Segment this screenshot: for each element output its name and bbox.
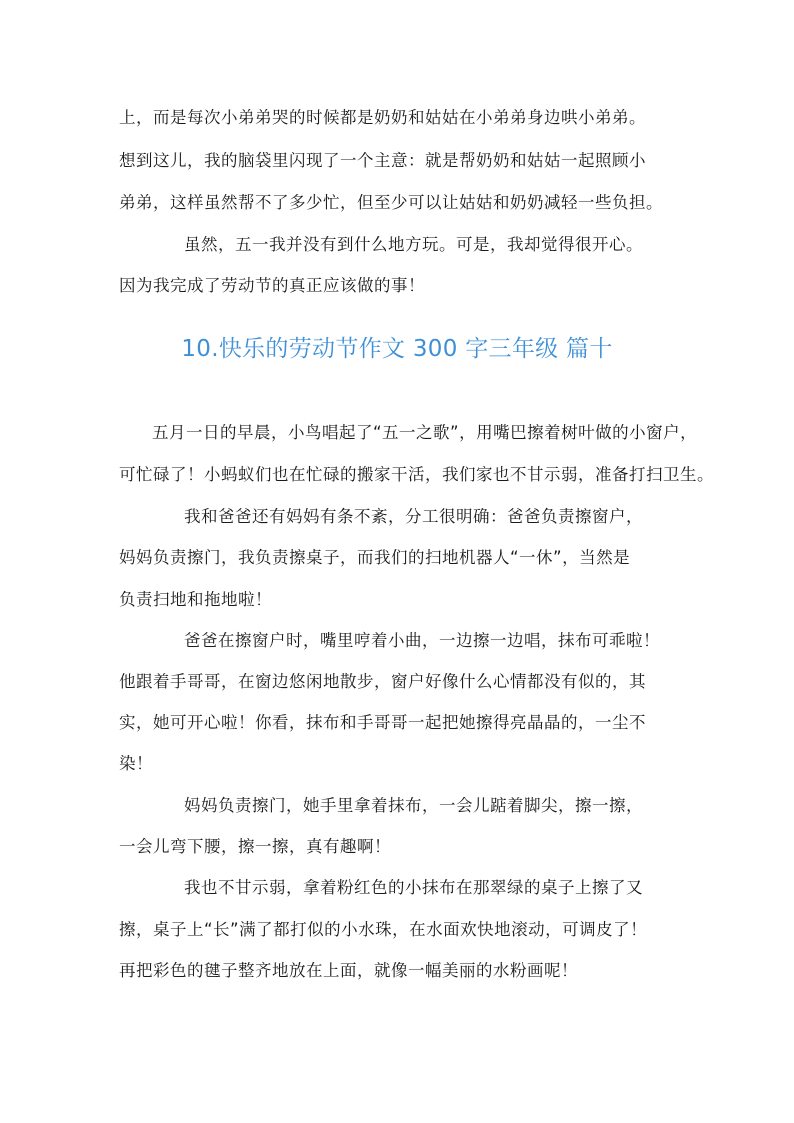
paragraph-line: 爸爸在擦窗户时，嘴里哼着小曲，一边擦一边唱，抹布可乖啦！ [184, 631, 660, 650]
paragraph-line: 可忙碌了！小蚂蚁们也在忙碌的搬家干活，我们家也不甘示弱，准备打扫卫生。 [119, 465, 714, 484]
paragraph-line: 虽然，五一我并没有到什么地方玩。可是，我却觉得很开心。 [184, 235, 643, 254]
paragraph-line: 实，她可开心啦！你看，抹布和手哥哥一起把她擦得亮晶晶的，一尘不 [119, 713, 646, 732]
paragraph-line: 染！ [119, 754, 153, 773]
paragraph-line: 上，而是每次小弟弟哭的时候都是奶奶和姑姑在小弟弟身边哄小弟弟。 [119, 108, 646, 127]
paragraph-line: 负责扫地和拖地啦！ [119, 590, 272, 609]
paragraph-line: 五月一日的早晨，小鸟唱起了“五一之歌”，用嘴巴擦着树叶做的小窗户， [152, 423, 698, 442]
paragraph-line: 我和爸爸还有妈妈有条不紊，分工很明确：爸爸负责擦窗户， [184, 507, 643, 526]
paragraph-line: 想到这儿，我的脑袋里闪现了一个主意：就是帮奶奶和姑姑一起照顾小 [119, 151, 646, 170]
section-heading: 10.快乐的劳动节作文 300 字三年级 篇十 [181, 336, 613, 362]
paragraph-line: 弟弟，这样虽然帮不了多少忙，但至少可以让姑姑和奶奶减轻一些负担。 [119, 193, 663, 212]
paragraph-line: 因为我完成了劳动节的真正应该做的事！ [119, 276, 425, 295]
paragraph-line: 一会儿弯下腰，擦一擦，真有趣啊！ [119, 837, 391, 856]
paragraph-line: 妈妈负责擦门，我负责擦桌子，而我们的扫地机器人“一休”，当然是 [119, 548, 631, 567]
paragraph-line: 擦，桌子上“长”满了都打似的小水珠，在水面欢快地滚动，可调皮了！ [119, 920, 648, 939]
paragraph-line: 我也不甘示弱，拿着粉红色的小抹布在那翠绿的桌子上擦了又 [184, 878, 643, 897]
paragraph-line: 再把彩色的毽子整齐地放在上面，就像一幅美丽的水粉画呢！ [119, 961, 578, 980]
paragraph-line: 他跟着手哥哥，在窗边悠闲地散步，窗户好像什么心情都没有似的，其 [119, 672, 646, 691]
paragraph-line: 妈妈负责擦门，她手里拿着抹布，一会儿踮着脚尖，擦一擦， [184, 796, 643, 815]
